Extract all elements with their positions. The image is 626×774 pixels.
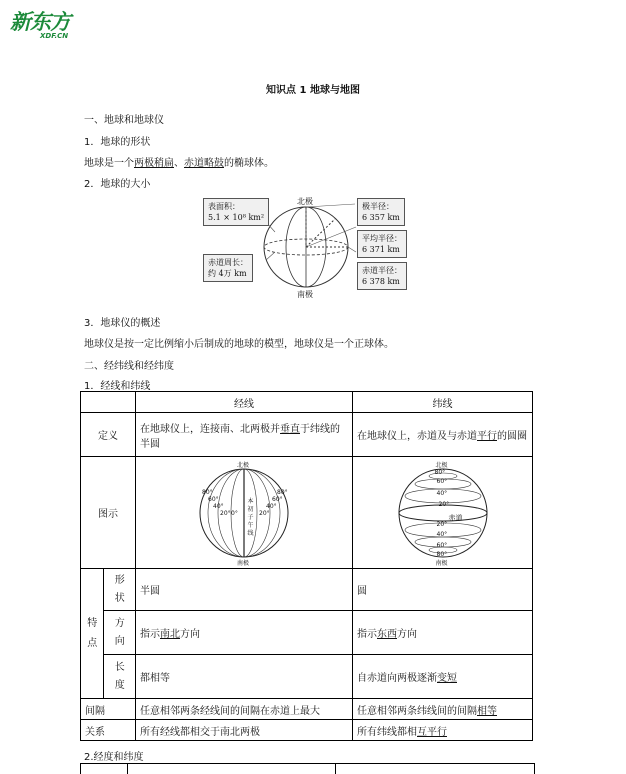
row-label-relation: 关系: [81, 720, 136, 741]
direction-meridian: [136, 611, 353, 655]
row-label-direction: [104, 611, 136, 655]
spacing-parallel: [353, 699, 533, 720]
figure-meridian-cell: [136, 457, 353, 569]
definition-parallel: [353, 413, 533, 457]
def-meridian-u: 垂直: [280, 423, 300, 435]
section-heading-2: 二、经纬线和经纬度: [84, 361, 174, 372]
length-label-text: 长度: [114, 661, 125, 691]
fig-left-l0: 0°: [231, 509, 238, 517]
fig-right-t60: 60°: [436, 477, 448, 485]
polar-radius-box: [357, 198, 405, 226]
fig-left-l60: 60°: [208, 495, 219, 503]
polar-radius-label: 极半径：: [362, 202, 394, 211]
def-parallel-post: 的圆圈: [497, 431, 527, 442]
fig-right-equator: 赤道: [448, 513, 463, 522]
mean-radius-label: 平均半径：: [362, 234, 402, 243]
equatorial-radius-label: 赤道半径：: [362, 266, 402, 275]
def-parallel-u: 平行: [477, 431, 497, 442]
header-meridian: 经线: [136, 392, 353, 413]
surface-area-label: 表面积：: [208, 202, 240, 211]
definition-meridian: [136, 413, 353, 457]
fig-left-l40: 40°: [213, 502, 224, 510]
subheading-globe: 3．地球仪的概述: [84, 318, 161, 329]
direction-parallel: [353, 611, 533, 655]
subheading-shape: 1．地球的形状: [84, 137, 151, 148]
lines-comparison-table: [80, 391, 533, 741]
fig-left-south: 南极: [237, 559, 250, 567]
rel-parallel-u: 互平行: [417, 726, 447, 738]
relation-parallel: [353, 720, 533, 741]
fig-right-t20: 20°: [438, 500, 450, 508]
shape-text-u1: 两极稍扁: [134, 158, 174, 169]
meridian-globe-svg: [184, 460, 304, 566]
equator-circumference-label: 赤道周长：: [208, 258, 248, 267]
shape-text-u2: 赤道略鼓: [184, 158, 224, 169]
dir-meridian-pre: 指示: [140, 629, 160, 640]
subheading-size: 2．地球的大小: [84, 179, 151, 190]
page-title: 知识点 1 地球与地图: [266, 85, 360, 96]
meridian-globe-figure: [184, 460, 304, 566]
sp-parallel-u: 相等: [477, 705, 497, 717]
xdf-logo: [10, 6, 70, 40]
shape-text-mid: 、: [174, 158, 184, 169]
feature-label-text: 特点: [87, 617, 98, 649]
south-pole-label: 南极: [297, 290, 313, 299]
fig-right-b60: 60°: [436, 541, 448, 549]
logo-main-text: 新东方: [10, 10, 70, 34]
row-label-figure: 图示: [81, 457, 136, 569]
surface-area-box: [203, 198, 269, 226]
logo-sub-text: XDF.CN: [40, 32, 69, 40]
len-parallel-u: 变短: [437, 673, 457, 684]
fig-right-b40: 40°: [436, 530, 448, 538]
mean-radius-value: 6 371 km: [362, 245, 400, 254]
fig-left-r80: 80°: [277, 488, 288, 496]
shape-text-pre: 地球是一个: [84, 158, 134, 169]
row-label-spacing: 间隔: [81, 699, 136, 720]
next-table-divider-2: [335, 764, 336, 774]
row-label-shape: [104, 569, 136, 611]
relation-meridian: 所有经线都相交于南北两极: [136, 720, 353, 741]
len-parallel-pre: 自赤道向两极逐渐: [357, 673, 437, 684]
fig-right-b20: 20°: [436, 520, 448, 528]
shape-label-text: 形状: [114, 574, 125, 604]
globe-description: 地球仪是按一定比例缩小后制成的地球的模型，地球仪是一个正球体。: [84, 339, 394, 350]
spacing-meridian: 任意相邻两条经线间的间隔在赤道上最大: [136, 699, 353, 720]
fig-left-north: 北极: [237, 461, 250, 469]
parallel-globe-figure: [383, 460, 503, 566]
next-table-divider-1: [127, 764, 128, 774]
dir-meridian-post: 方向: [180, 629, 200, 640]
equator-circumference-value: 约 4万 km: [208, 269, 247, 278]
dir-parallel-u: 东西: [377, 629, 397, 640]
direction-label-text: 方向: [114, 617, 125, 647]
def-meridian-pre: 在地球仪上，连接南、北两极并: [140, 423, 280, 435]
fig-right-t80: 80°: [434, 468, 446, 476]
fig-right-north: 北极: [435, 461, 448, 469]
equatorial-radius-box: [357, 262, 407, 290]
mean-radius-box: [357, 230, 407, 258]
fig-left-l20: 20°: [220, 509, 231, 517]
figure-parallel-cell: [353, 457, 533, 569]
fig-left-r20: 20°: [259, 509, 270, 517]
row-label-length: [104, 655, 136, 699]
sp-parallel-pre: 任意相邻两条纬线间的间隔: [357, 705, 477, 717]
row-label-feature: [81, 569, 104, 699]
fig-left-prime-meridian: 本初子午线: [247, 497, 254, 537]
fig-left-r40: 40°: [266, 502, 277, 510]
length-parallel: [353, 655, 533, 699]
equatorial-radius-value: 6 378 km: [362, 277, 400, 286]
fig-left-l80: 80°: [202, 488, 213, 496]
fig-left-r60: 60°: [272, 495, 283, 503]
dir-parallel-post: 方向: [397, 629, 417, 640]
north-pole-label: 北极: [297, 197, 313, 206]
def-parallel-pre: 在地球仪上，赤道及与赤道: [357, 431, 477, 442]
length-meridian: 都相等: [136, 655, 353, 699]
dir-meridian-u: 南北: [160, 629, 180, 640]
table-corner-cell: [81, 392, 136, 413]
shape-meridian: 半圆: [136, 569, 353, 611]
fig-right-south: 南极: [435, 559, 448, 567]
shape-paragraph: [84, 154, 274, 169]
subheading-lat-long: 2.经度和纬度: [84, 752, 144, 763]
section-heading-1: 一、地球和地球仪: [84, 115, 164, 126]
def-meridian-post: 于纬线的半圆: [140, 423, 340, 450]
dir-parallel-pre: 指示: [357, 629, 377, 640]
equator-circumference-box: [203, 254, 253, 282]
fig-right-t40: 40°: [436, 489, 448, 497]
shape-text-post: 的椭球体。: [224, 158, 274, 169]
rel-parallel-pre: 所有纬线都相: [357, 726, 417, 738]
subheading-lines: 1．经线和纬线: [84, 381, 151, 392]
fig-right-b80: 80°: [436, 550, 448, 558]
polar-radius-value: 6 357 km: [362, 213, 400, 222]
header-parallel: 纬线: [353, 392, 533, 413]
row-label-definition: 定义: [81, 413, 136, 457]
surface-area-value: 5.1 × 10⁸ km²: [208, 213, 265, 222]
shape-parallel: 圆: [353, 569, 533, 611]
